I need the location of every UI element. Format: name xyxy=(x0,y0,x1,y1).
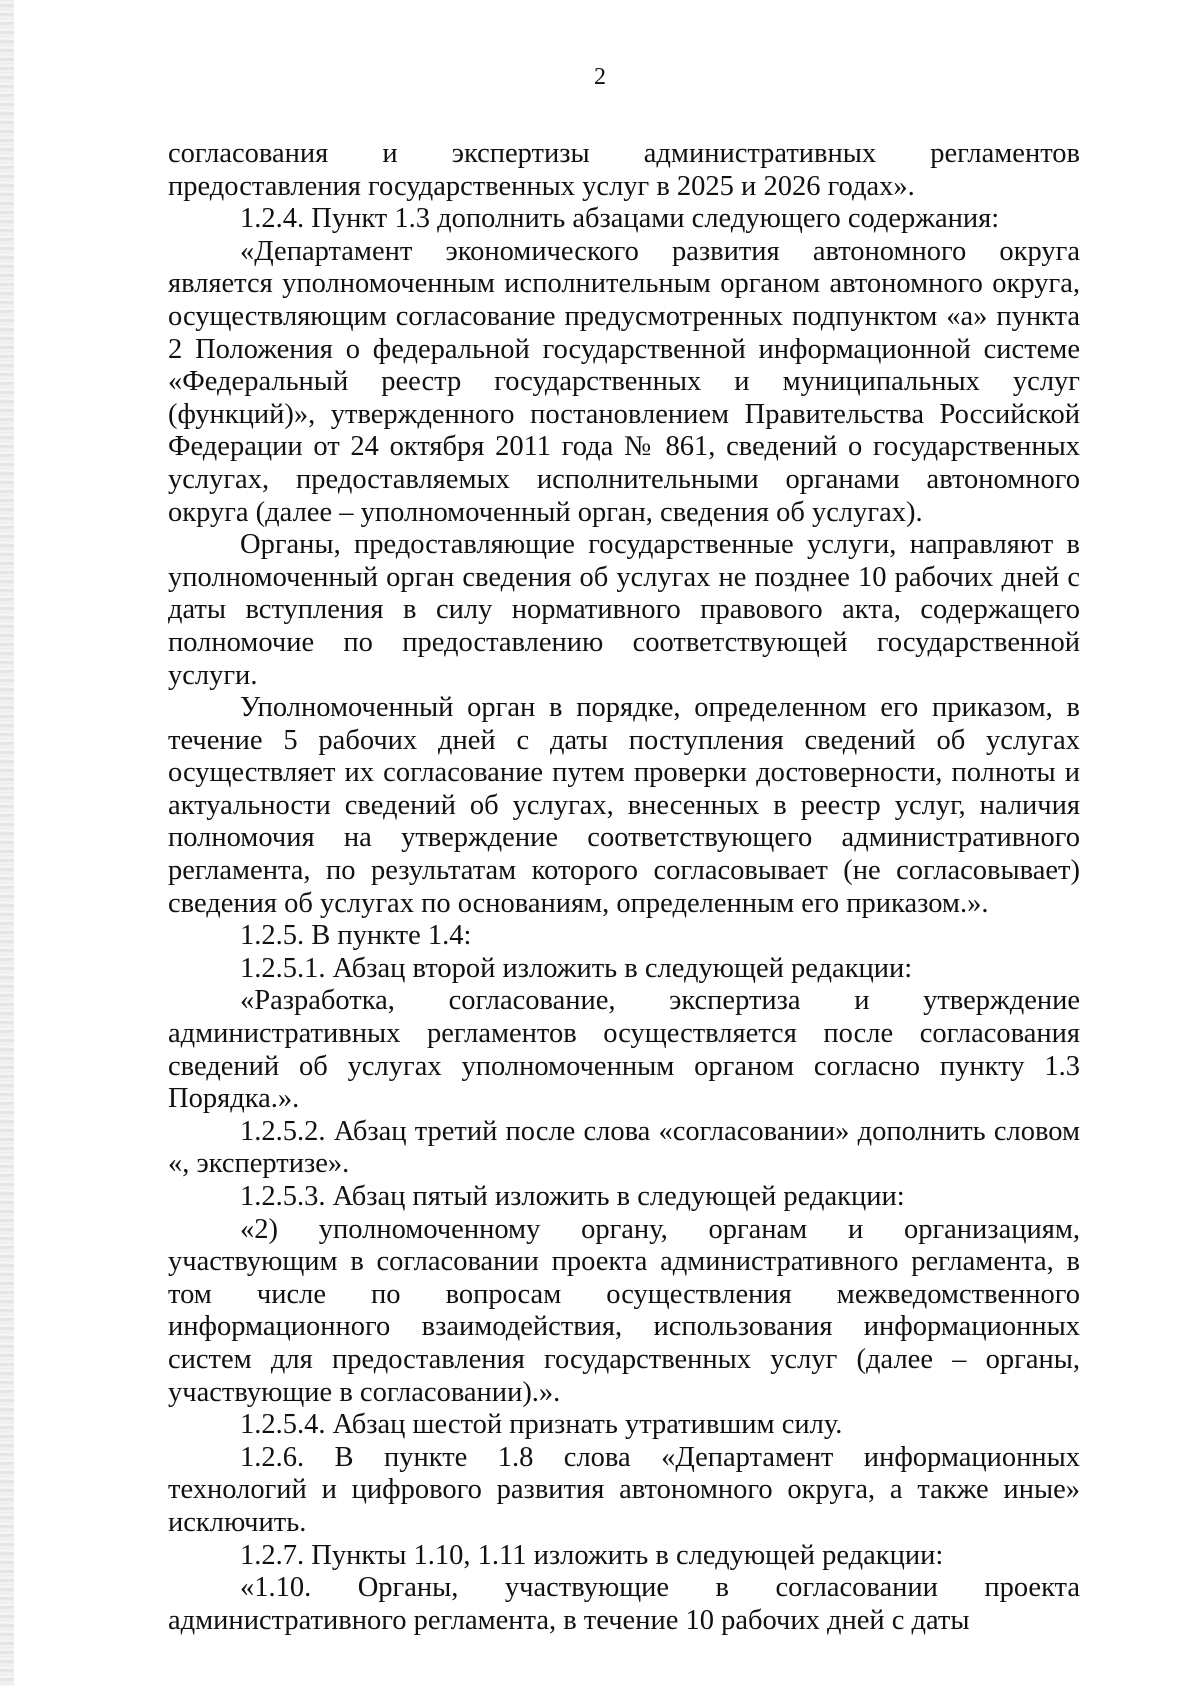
paragraph-department-authority: «Департамент экономического развития автономного округа является уполномоченным исполнительным органом автономного округа, осуществляющим согласование предусмотренных подпунктом «а» пункта 2 Положения о федеральной государственной информационной системе «Федеральный реестр государственных и муниципальных услуг (функций)», утвержденного постановлением Правительства Российской Федерации от 24 октября 2011 года № 861, сведений о государственных услугах, предоставляемых исполнительными органами автономного округа (далее – уполномоченный орган, сведения об услугах). xyxy=(168,235,1080,528)
paragraph-1-2-5-2: 1.2.5.2. Абзац третий после слова «согласовании» дополнить словом «, экспертизе». xyxy=(168,1115,1080,1180)
paragraph-organs-submission: Органы, предоставляющие государственные услуги, направляют в уполномоченный орган сведения об услугах не позднее 10 рабочих дней с даты вступления в силу нормативного правового акта, содержащего полномочие по предоставлению соответствующей государственной услуги. xyxy=(168,529,1080,691)
paragraph-authorized-organ-review: Уполномоченный орган в порядке, определенном его приказом, в течение 5 рабочих дней с даты поступления сведений об услугах осуществляет их согласование путем проверки достоверности, полноты и актуальности сведений об услугах, внесенных в реестр услуг, наличия полномочия на утверждение соответствующего административного регламента, по результатам которого согласовывает (не согласовывает) сведения об услугах по основаниям, определенным его приказом.». xyxy=(168,692,1080,919)
paragraph-1-2-5-4: 1.2.5.4. Абзац шестой признать утратившим силу. xyxy=(240,1409,843,1441)
page-number: 2 xyxy=(594,64,606,90)
paragraph-1-2-5-3: 1.2.5.3. Абзац пятый изложить в следующей редакции: xyxy=(240,1181,905,1212)
paragraph-1-2-6: 1.2.6. В пункте 1.8 слова «Департамент информационных технологий и цифрового развития автономного округа, а также иные» исключить. xyxy=(168,1441,1080,1538)
paragraph-1-2-4: 1.2.4. Пункт 1.3 дополнить абзацами следующего содержания: xyxy=(240,203,1000,235)
document-body xyxy=(168,138,1080,1637)
paragraph-development-approval: «Разработка, согласование, экспертиза и утверждение административных регламентов осуществляется после согласования сведений об услугах уполномоченным органом согласно пункту 1.3 Порядка.». xyxy=(168,985,1080,1115)
paragraph-1-2-7: 1.2.7. Пункты 1.10, 1.11 изложить в следующей редакции: xyxy=(240,1539,944,1571)
paragraph-1-2-5-1: 1.2.5.1. Абзац второй изложить в следующей редакции: xyxy=(240,952,913,984)
paragraph-item-2-participants: «2) уполномоченному органу, органам и организациям, участвующим в согласовании проекта административного регламента, в том числе по вопросам осуществления межведомственного информационного взаимодействия, использования информационных систем для предоставления государственных услуг (далее – органы, участвующие в согласовании).». xyxy=(168,1213,1080,1408)
paragraph-continuation: согласования и экспертизы административных регламентов предоставления государственных услуг в 2025 и 2026 годах». xyxy=(168,138,1080,202)
paragraph-1-10: «1.10. Органы, участвующие в согласовании проекта административного регламента, в течение 10 рабочих дней с даты xyxy=(168,1572,1080,1636)
paragraph-1-2-5: 1.2.5. В пункте 1.4: xyxy=(240,920,472,952)
